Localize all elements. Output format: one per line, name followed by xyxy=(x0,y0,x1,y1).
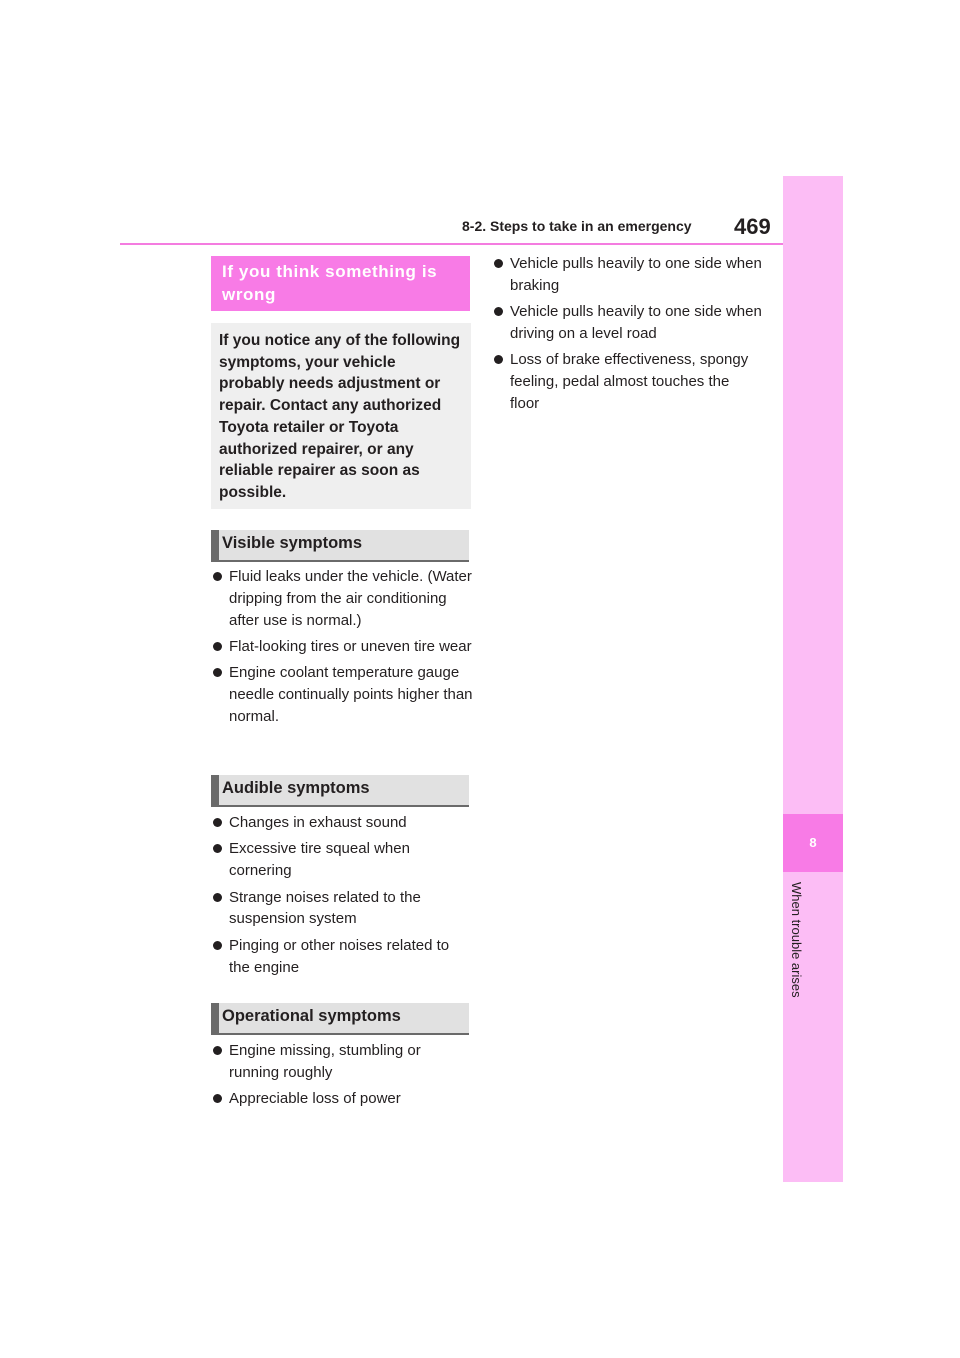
list-item: Fluid leaks under the vehicle. (Water dripping from the air conditioning after use is normal.) xyxy=(211,566,473,631)
list-item: Flat-looking tires or uneven tire wear xyxy=(211,636,473,658)
chapter-number-box xyxy=(783,814,843,872)
operational-symptoms-list-continued xyxy=(492,253,762,419)
page-title-box xyxy=(211,256,470,311)
list-item: Appreciable loss of power xyxy=(211,1088,473,1110)
list-item: Pinging or other noises related to the engine xyxy=(211,935,473,979)
section-heading-label: Operational symptoms xyxy=(222,1007,401,1025)
page-title: If you think something is wrong xyxy=(222,262,438,304)
list-item: Engine coolant temperature gauge needle continually points higher than normal. xyxy=(211,662,473,727)
list-item: Changes in exhaust sound xyxy=(211,812,473,834)
list-item: Vehicle pulls heavily to one side when braking xyxy=(492,253,762,297)
section-heading-operational xyxy=(211,1003,469,1035)
chapter-number: 8 xyxy=(809,835,817,850)
operational-symptoms-list xyxy=(211,1040,473,1115)
list-item: Loss of brake effectiveness, spongy feeling, pedal almost touches the floor xyxy=(492,349,762,414)
section-heading-visible xyxy=(211,530,469,562)
chapter-side-tab xyxy=(783,176,843,1182)
section-heading-label: Visible symptoms xyxy=(222,534,363,552)
list-item: Vehicle pulls heavily to one side when driving on a level road xyxy=(492,301,762,345)
intro-box xyxy=(211,323,471,509)
visible-symptoms-list xyxy=(211,566,473,732)
chapter-title: When trouble arises xyxy=(789,882,804,998)
header-divider xyxy=(120,243,783,245)
section-heading-label: Audible symptoms xyxy=(222,779,370,797)
intro-text: If you notice any of the following symptoms, your vehicle probably needs adjustment or repair. Contact any authorized Toyota retailer or Toyota authorized repairer, or any reliable repairer as soon as possible. xyxy=(219,332,461,501)
list-item: Engine missing, stumbling or running roughly xyxy=(211,1040,473,1084)
list-item: Excessive tire squeal when cornering xyxy=(211,838,473,882)
running-header-section: 8-2. Steps to take in an emergency xyxy=(462,218,692,234)
list-item: Strange noises related to the suspension system xyxy=(211,887,473,931)
audible-symptoms-list xyxy=(211,812,473,983)
section-heading-audible xyxy=(211,775,469,807)
page-number: 469 xyxy=(734,214,771,239)
